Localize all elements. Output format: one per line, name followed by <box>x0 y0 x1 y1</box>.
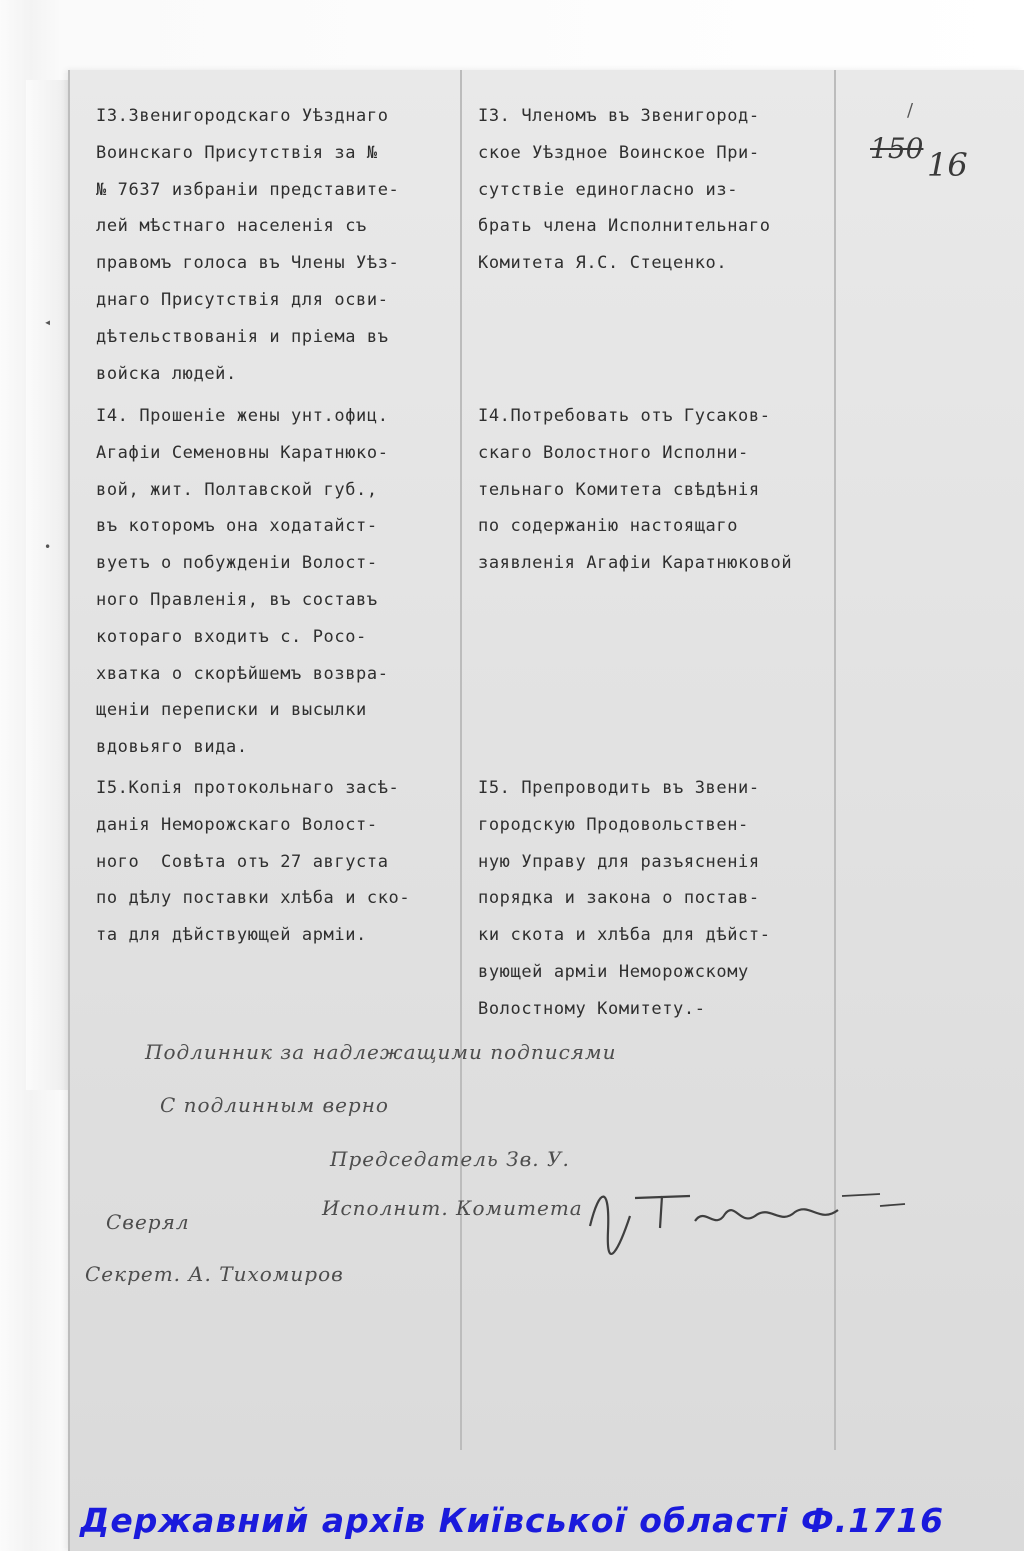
entry-13-decision: I3. Членомъ въ Звенигород- ское Уѣздное Воинское При- сутствіе единогласно из- брать члена Исполнительнаго Комитета Я.С. Стеценко. <box>478 106 771 274</box>
folio-tick: / <box>907 100 914 121</box>
handwritten-verified: Сверял <box>106 1210 190 1234</box>
handwritten-secretary: Секрет. А. Тихомиров <box>85 1262 344 1286</box>
margin-mark: ◂ <box>44 315 52 329</box>
entry-13-subject: I3.Звенигородскаго Уѣзднаго Воинскаго Присутствія за № № 7637 избраніи представите- лей мѣстнаго населенія съ правомъ голоса въ Члены Уѣз- днаго Присутствія для осви- дѣтельствованія и пріема въ войска людей. <box>96 106 400 384</box>
entry-15-decision: I5. Препроводить въ Звени- городскую Продовольствен- ную Управу для разъясненія порядка и закона о постав- ки скота и хлѣба для дѣйст- вующей арміи Неморожскому Волостному Комитету.- <box>478 778 771 1019</box>
column-divider-middle <box>460 70 462 1450</box>
folio-number-new: 16 <box>927 146 968 184</box>
entry-15-subject: I5.Копія протокольнаго засѣ- данія Неморожскаго Волост- ного Совѣта отъ 27 августа по дѣлу поставки хлѣба и ско- та для дѣйствующей арміи. <box>96 778 411 946</box>
handwritten-original-note: Подлинник за надлежащими подписями <box>145 1040 617 1064</box>
folio-number-old: 150 <box>870 132 924 165</box>
handwritten-committee-title: Исполнит. Комитета <box>322 1196 583 1220</box>
archive-watermark: Державний архів Київської області Ф.1716 <box>79 1501 945 1540</box>
page-fold-edge <box>26 80 71 1090</box>
chairman-signature <box>580 1176 910 1256</box>
handwritten-true-copy-note: С подлинным верно <box>160 1093 389 1117</box>
handwritten-chairman-title: Председатель Зв. У. <box>330 1147 570 1171</box>
margin-mark: • <box>44 540 52 554</box>
entry-14-subject: I4. Прошеніе жены унт.офиц. Агафіи Семеновны Каратнюко- вой, жит. Полтавской губ., въ которомъ она ходатайст- вуетъ о побужденіи Волост- ного Правленія, въ составъ котораго входитъ с. Росо- хватка о скорѣйшемъ возвра- щеніи переписки и высылки вдовьяго вида. <box>96 406 389 758</box>
entry-14-decision: I4.Потребовать отъ Гусаков- скаго Волостного Исполни- тельнаго Комитета свѣдѣнія по содержанію настоящаго заявленія Агафіи Каратнюковой <box>478 406 793 574</box>
